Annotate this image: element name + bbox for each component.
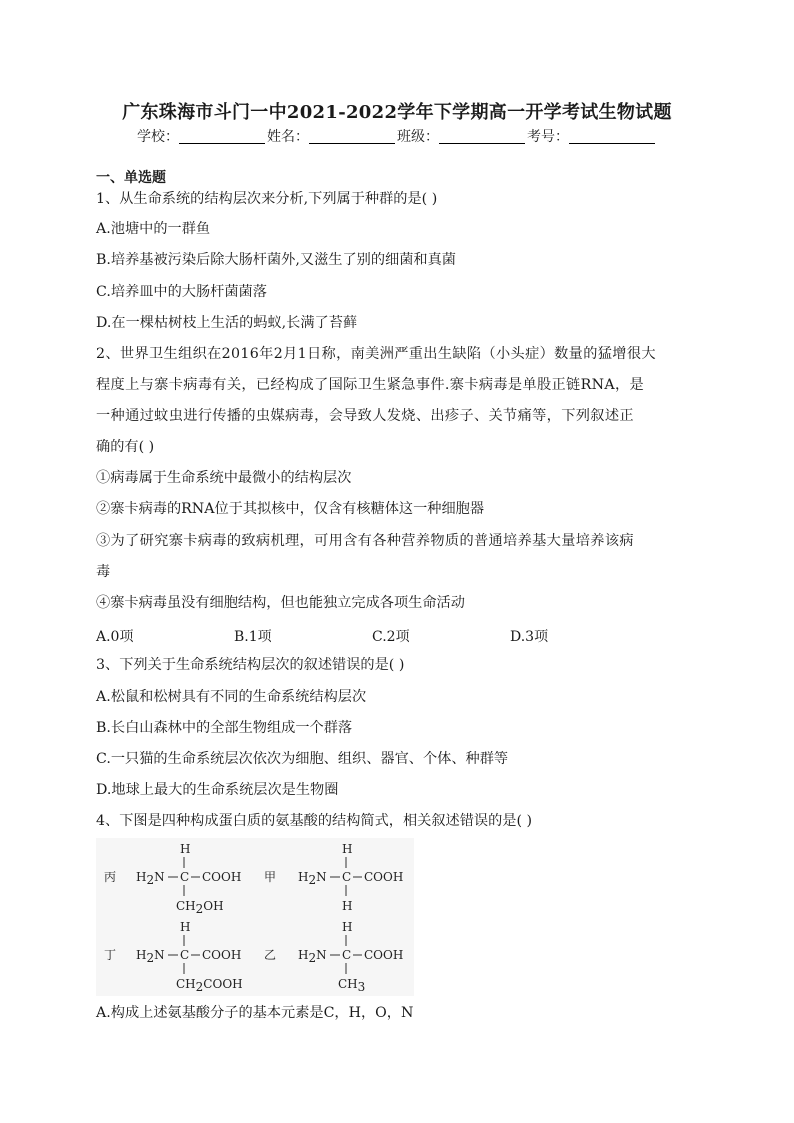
q3-stem: 3、下列关于生命系统结构层次的叙述错误的是( ) xyxy=(96,657,405,673)
school-blank xyxy=(179,129,265,144)
svg-text:CH2OH: CH2OH xyxy=(176,899,224,916)
class-blank xyxy=(439,129,525,144)
svg-text:COOH: COOH xyxy=(364,948,404,962)
amino-acid-structures-figure xyxy=(96,838,414,996)
q3-option-a: A.松鼠和松树具有不同的生命系统结构层次 xyxy=(96,689,367,705)
svg-text:H: H xyxy=(180,842,191,856)
q2-statement-4: ④寨卡病毒虽没有细胞结构，但也能独立完成各项生命活动 xyxy=(96,595,465,611)
svg-text:COOH: COOH xyxy=(202,948,242,962)
q2-option-b: B.1项 xyxy=(234,629,272,645)
svg-text:COOH: COOH xyxy=(364,870,404,884)
label-jia: 甲 xyxy=(264,870,277,884)
q2-statement-2: ②寨卡病毒的RNA位于其拟核中，仅含有核糖体这一种细胞器 xyxy=(96,501,485,517)
q4-stem: 4、下图是四种构成蛋白质的氨基酸的结构简式，相关叙述错误的是( ) xyxy=(96,813,533,829)
page-title: 广东珠海市斗门一中2021-2022学年下学期高一开学考试生物试题 xyxy=(122,102,672,123)
q2-stem-line-3: 一种通过蚊虫进行传播的虫媒病毒，会导致人发烧、出疹子、关节痛等，下列叙述正 xyxy=(96,408,634,424)
class-label: 班级： xyxy=(397,129,439,145)
name-label: 姓名： xyxy=(267,129,309,145)
svg-text:H: H xyxy=(342,899,353,913)
q1-option-b: B.培养基被污染后除大肠杆菌外,又滋生了别的细菌和真菌 xyxy=(96,252,456,268)
q1-stem: 1、从生命系统的结构层次来分析,下列属于种群的是( ) xyxy=(96,191,438,207)
exam-number-blank xyxy=(569,129,655,144)
label-ding: 丁 xyxy=(104,948,117,962)
svg-text:H: H xyxy=(342,842,353,856)
q2-stem-line-4: 确的有( ) xyxy=(96,439,155,455)
section-heading: 一、单选题 xyxy=(96,170,166,186)
q2-statement-3-cont: 毒 xyxy=(96,564,111,580)
structure-ding xyxy=(104,920,243,994)
svg-text:C: C xyxy=(180,948,190,962)
name-blank xyxy=(309,129,395,144)
svg-text:H2N: H2N xyxy=(298,948,327,965)
q2-option-d: D.3项 xyxy=(510,629,549,645)
structure-yi xyxy=(264,920,403,994)
svg-text:CH2COOH: CH2COOH xyxy=(176,977,243,994)
q3-option-b: B.长白山森林中的全部生物组成一个群落 xyxy=(96,720,353,736)
q2-stem-line-1: 2、世界卫生组织在2016年2月1日称，南美洲严重出生缺陷（小头症）数量的猛增很大 xyxy=(96,346,656,362)
q3-option-c: C.一只猫的生命系统层次依次为细胞、组织、器官、个体、种群等 xyxy=(96,751,509,767)
svg-text:CH3: CH3 xyxy=(338,977,366,994)
q2-statement-1: ①病毒属于生命系统中最微小的结构层次 xyxy=(96,470,352,486)
svg-text:COOH: COOH xyxy=(202,870,242,884)
q2-stem-line-2: 程度上与寨卡病毒有关，已经构成了国际卫生紧急事件.寨卡病毒是单股正链RNA，是 xyxy=(96,377,645,393)
q1-option-a: A.池塘中的一群鱼 xyxy=(96,221,211,237)
student-info-row xyxy=(0,126,794,146)
svg-text:H: H xyxy=(180,920,191,934)
label-yi: 乙 xyxy=(264,948,277,962)
svg-text:H2N: H2N xyxy=(136,948,165,965)
q3-option-d: D.地球上最大的生命系统层次是生物圈 xyxy=(96,782,339,798)
svg-text:H2N: H2N xyxy=(136,870,165,887)
label-bing: 丙 xyxy=(104,870,117,884)
q4-option-a: A.构成上述氨基酸分子的基本元素是C，H，O，N xyxy=(96,1005,414,1021)
structure-jia xyxy=(264,842,403,913)
exam-number-label: 考号： xyxy=(527,129,569,145)
structure-bing xyxy=(104,842,241,916)
school-label: 学校： xyxy=(137,129,179,145)
svg-text:H2N: H2N xyxy=(298,870,327,887)
q1-option-c: C.培养皿中的大肠杆菌菌落 xyxy=(96,284,267,300)
svg-text:H: H xyxy=(342,920,353,934)
q2-option-a: A.0项 xyxy=(96,629,134,645)
svg-text:C: C xyxy=(180,870,190,884)
svg-text:C: C xyxy=(342,948,352,962)
q1-option-d: D.在一棵枯树枝上生活的蚂蚁,长满了苔藓 xyxy=(96,315,358,331)
svg-text:C: C xyxy=(342,870,352,884)
q2-option-c: C.2项 xyxy=(372,629,410,645)
q2-statement-3: ③为了研究寨卡病毒的致病机理，可用含有各种营养物质的普通培养基大量培养该病 xyxy=(96,533,634,549)
